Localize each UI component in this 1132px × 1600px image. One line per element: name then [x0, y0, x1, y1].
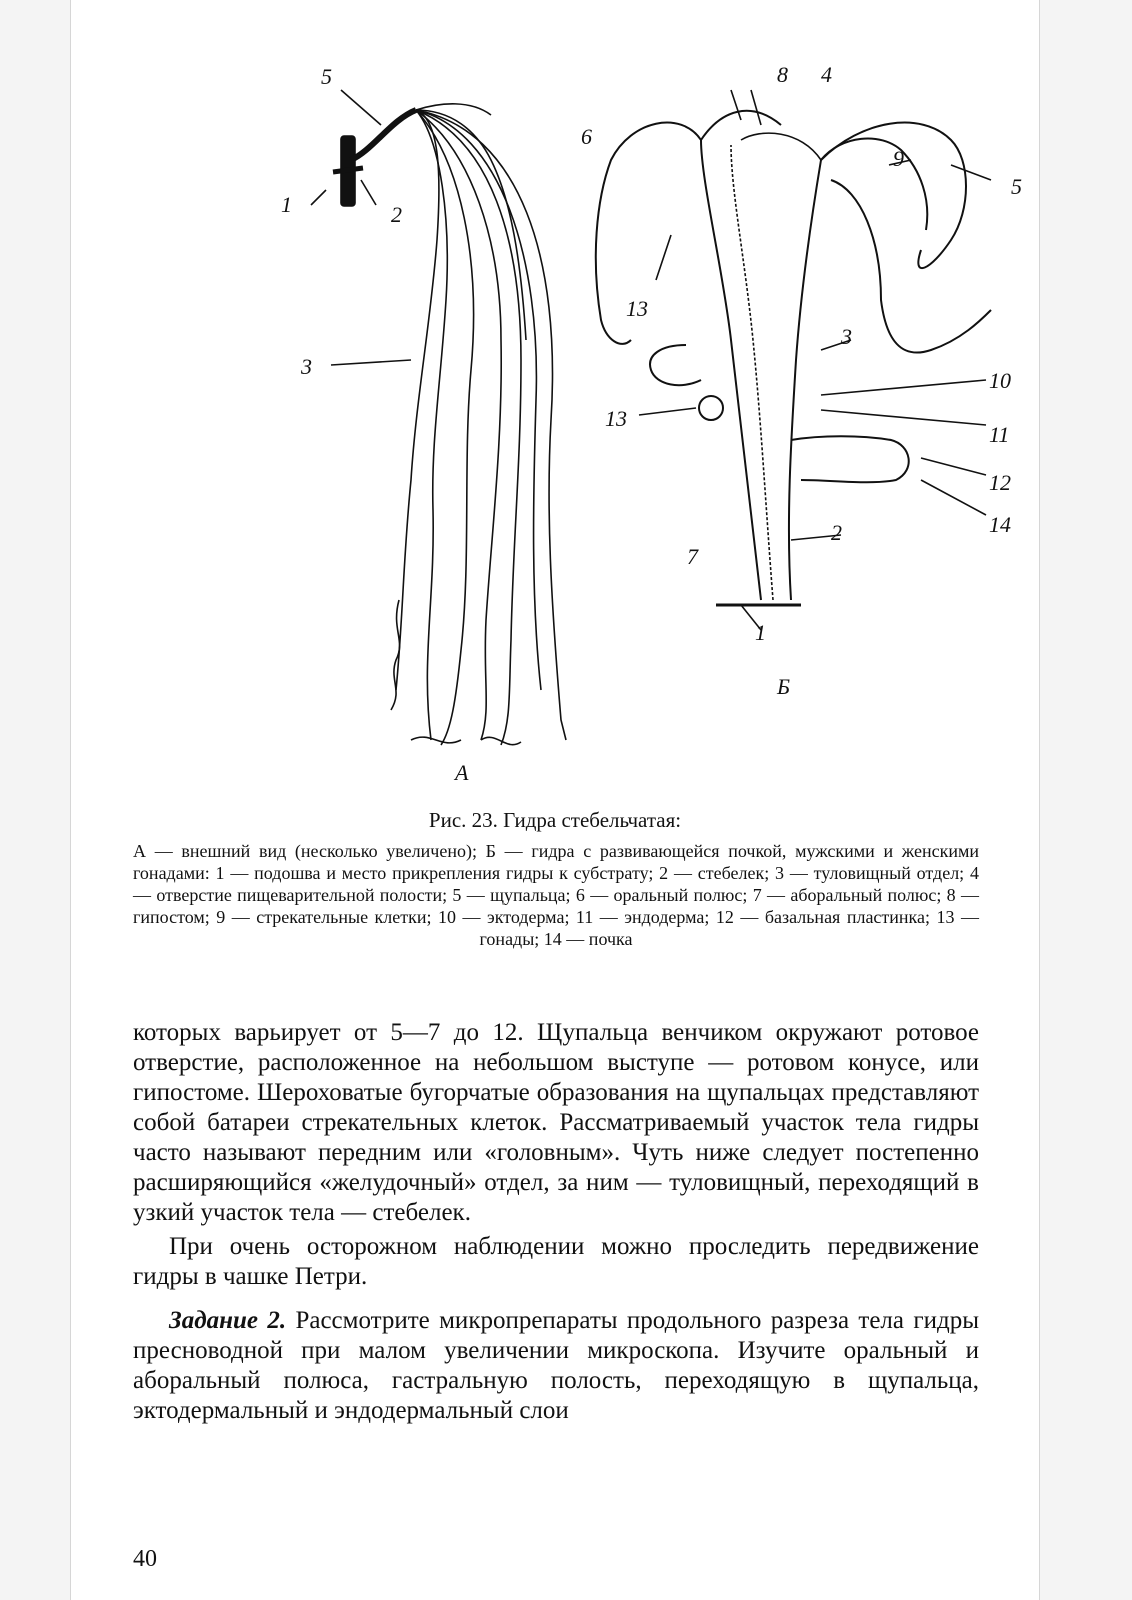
label-b-3: 3 — [841, 324, 852, 349]
label-b-11: 11 — [989, 422, 1010, 447]
label-a-1: 1 — [281, 192, 292, 217]
label-b-4: 4 — [821, 62, 832, 87]
label-a-2: 2 — [391, 202, 402, 227]
book-page — [70, 0, 1040, 1600]
task-text: Рассмотрите микропрепараты продольного разреза тела гидры пресноводной при малом увеличении микроскопа. Изучите оральный и аборальный полюса, гастральную полость, переходящую в щупальца, эктодермальный и эндодермальный слои — [133, 1307, 979, 1424]
task-label: Задание 2. — [169, 1307, 287, 1334]
paragraph-1: которых варьирует от 5—7 до 12. Щупальца венчиком окружают ротовое отверстие, расположенное на небольшом выступе — ротовом конусе, или гипостоме. Шероховатые бугорчатые образования на щупальцах представляют собой батареи стрекательных клеток. Рассматриваемый участок тела гидры часто называют передним или «головным». Чуть ниже следует постепенно расширяющийся «желудочный» отдел, за ним — туловищный, переходящий в узкий участок тела — стебелек. — [133, 1019, 979, 1226]
figure-caption — [133, 840, 979, 950]
paragraph-2: При очень осторожном наблюдении можно проследить передвижение гидры в чашке Петри. — [133, 1233, 979, 1290]
figure-hydra — [141, 40, 1109, 800]
label-b-14: 14 — [989, 512, 1011, 537]
label-b-1: 1 — [755, 620, 766, 645]
label-b-6: 6 — [581, 124, 592, 149]
label-a-5: 3 — [301, 354, 312, 379]
label-b-9: 9 — [893, 146, 904, 171]
label-b-10: 10 — [989, 368, 1011, 393]
label-a-3: 5 — [321, 64, 332, 89]
body-text — [133, 1018, 979, 1426]
caption-text: А — внешний вид (несколько увеличено); Б — гидра с развивающейся почкой, мужскими и женскими гонадами: 1 — подошва и место прикрепления гидры к субстрату; 2 — стебелек; 3 — туловищный отдел; 4 — отверстие пищеварительной полости; 5 — щупальца; 6 — оральный полюс; 7 — аборальный полюс; 8 — гипостом; 9 — стрекательные клетки; 10 — эктодерма; 11 — эндодерма; 12 — базальная пластинка; 13 — гонады; 14 — почка — [133, 841, 979, 949]
label-b-5: 5 — [1011, 174, 1022, 199]
label-b-7: 7 — [687, 544, 698, 569]
label-b-8: 8 — [777, 62, 788, 87]
figure-title: Рис. 23. Гидра стебельчатая: — [428, 808, 682, 832]
label-b-2: 2 — [831, 520, 842, 545]
label-b-12: 12 — [989, 470, 1011, 495]
page-number: 40 — [133, 1546, 157, 1572]
label-a-letter: A — [455, 760, 469, 785]
label-b-13-bottom: 13 — [605, 406, 627, 431]
label-b-letter: Б — [777, 674, 790, 699]
paragraph-task — [133, 1306, 979, 1426]
label-b-13-top: 13 — [626, 296, 648, 321]
